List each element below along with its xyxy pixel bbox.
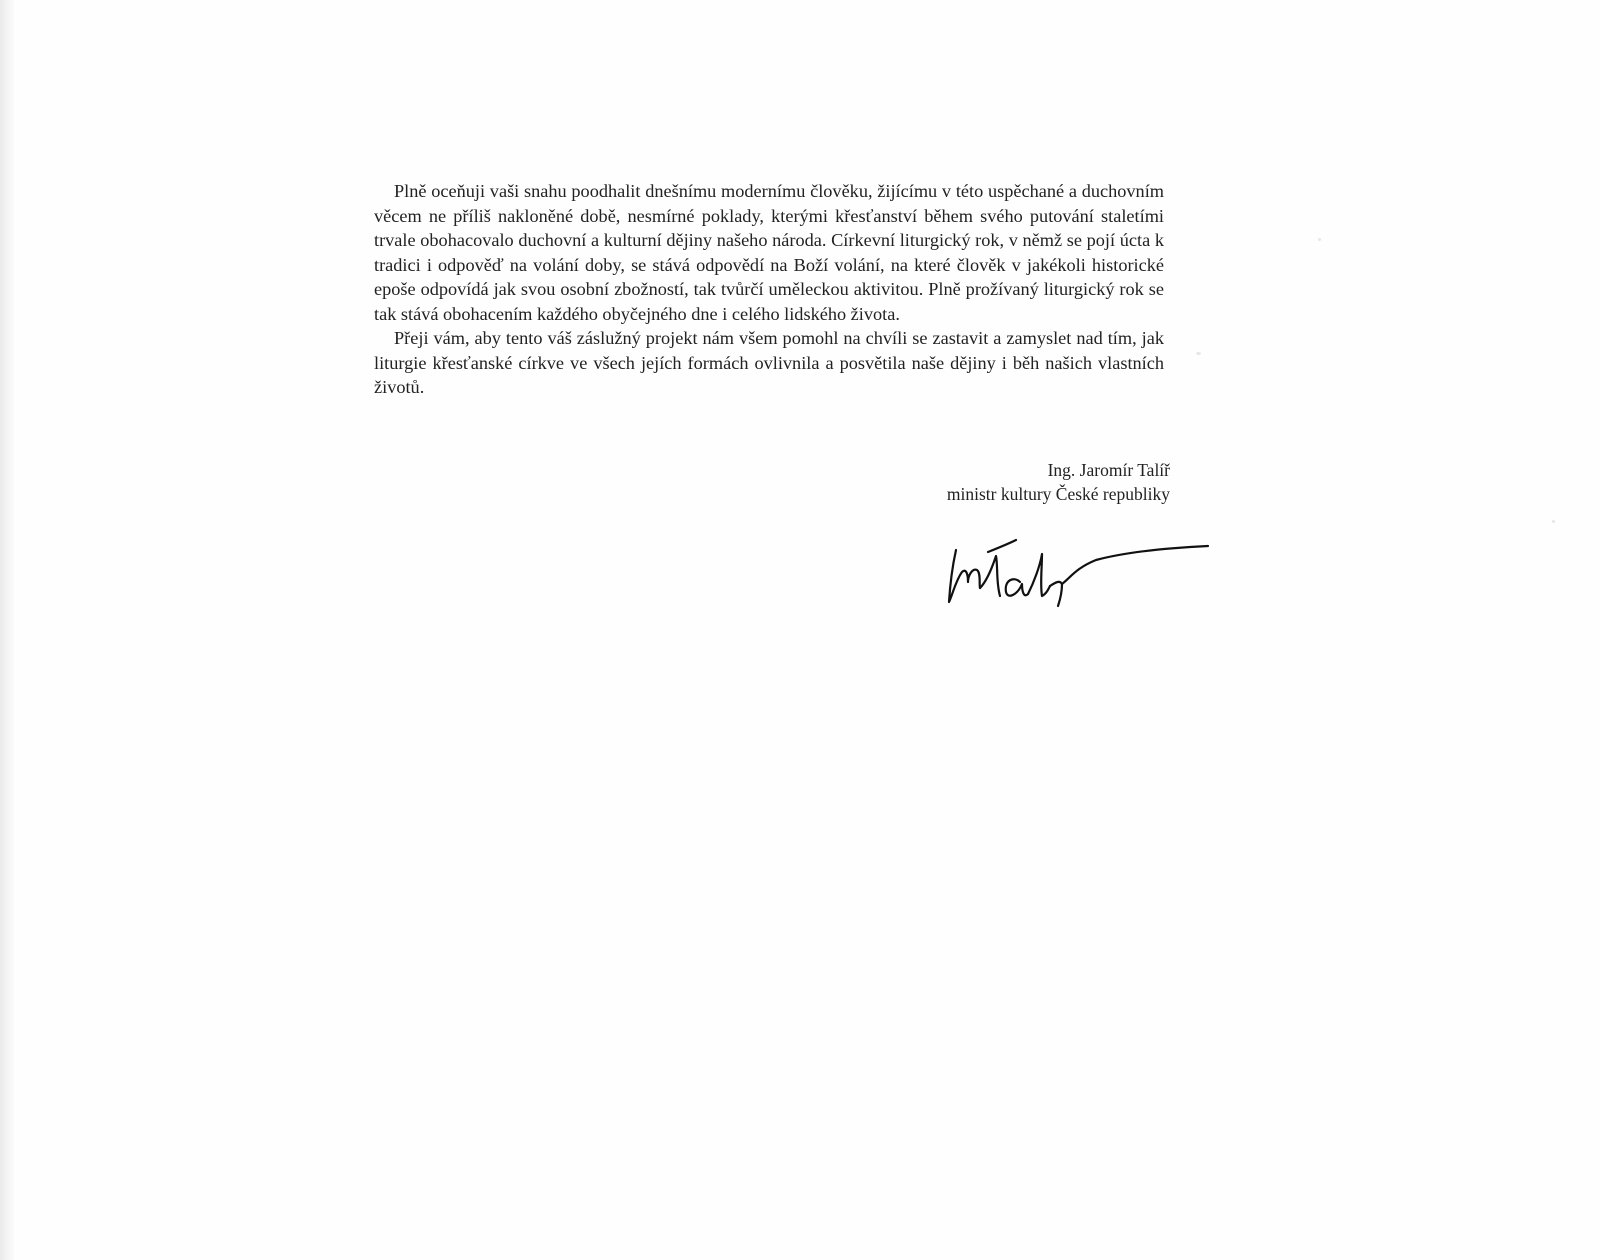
paper-speck xyxy=(1552,520,1555,523)
letter-body xyxy=(374,179,1164,400)
letter-paragraph-1: Plně oceňuji vaši snahu poodhalit dnešnímu modernímu člověku, žijícímu v této uspěchané a duchovním věcem ne příliš nakloněné době, nesmírné poklady, kterými křesťanství během svého putování staletími trvale obohacovalo duchovní a kulturní dějiny našeho národa. Církevní liturgický rok, v němž se pojí úcta k tradici i odpověď na volání doby, se stává odpovědí na Boží volání, na které člověk v jakékoli historické epoše odpovídá jak svou osobní zbožností, tak tvůrčí uměleckou aktivitou. Plně prožívaný liturgický rok se tak stává obohacením každého obyčejného dne i celého lidského života. xyxy=(374,181,1164,324)
page-left-edge-shadow xyxy=(0,0,14,1260)
signature-block xyxy=(947,458,1170,506)
paper-speck xyxy=(1318,238,1321,241)
handwritten-signature xyxy=(946,538,1216,618)
letter-paragraph-2: Přeji vám, aby tento váš záslužný projekt nám všem pomohl na chvíli se zastavit a zamyslet nad tím, jak liturgie křesťanské církve ve všech jejích formách ovlivnila a posvětila naše dějiny i běh našich vlastních životů. xyxy=(374,328,1164,397)
signatory-title: ministr kultury České republiky xyxy=(946,484,1170,504)
signatory-name: Ing. Jaromír Talíř xyxy=(1047,460,1170,480)
paper-speck xyxy=(1196,352,1201,355)
